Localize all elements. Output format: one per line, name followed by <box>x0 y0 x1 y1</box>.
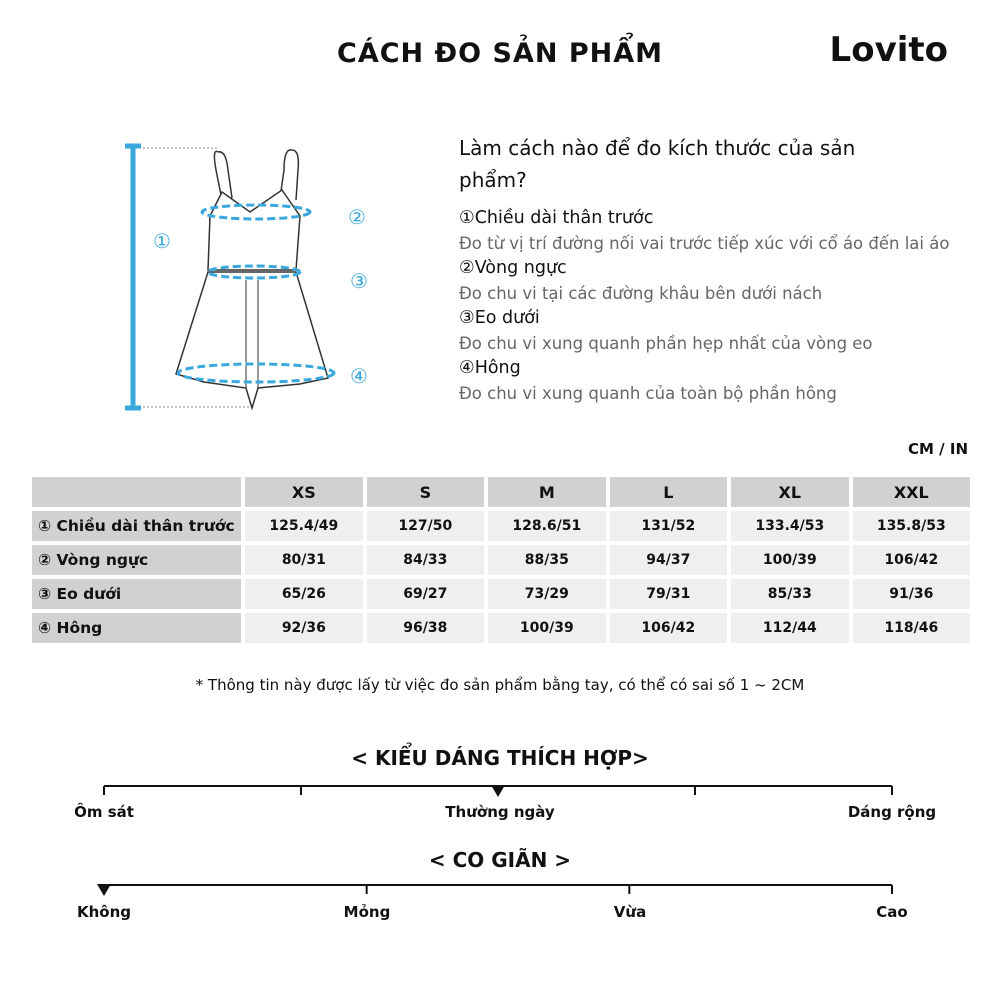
diagram-label-2: ② <box>348 205 366 229</box>
row-label: ② Vòng ngực <box>32 545 241 575</box>
scale-marker <box>491 785 505 797</box>
table-cell: 118/46 <box>853 613 970 643</box>
guide-item-desc: Đo chu vi xung quanh của toàn bộ phần hông <box>459 384 837 403</box>
diagram-label-4: ④ <box>350 364 368 388</box>
table-cell: 133.4/53 <box>731 511 848 541</box>
guide-item-desc: Đo từ vị trí đường nối vai trước tiếp xúc với cổ áo đến lai áo <box>459 234 950 253</box>
diagram-label-3: ③ <box>350 269 368 293</box>
size-header: XL <box>731 477 848 507</box>
table-header-row <box>32 477 970 507</box>
table-row <box>32 545 970 575</box>
guide-heading-line2: phẩm? <box>459 168 527 192</box>
table-row <box>32 579 970 609</box>
table-corner-cell <box>32 477 241 507</box>
stretch-label: Vừa <box>613 903 647 921</box>
table-cell: 91/36 <box>853 579 970 609</box>
stretch-scale <box>97 884 892 896</box>
guide-heading-line1: Làm cách nào để đo kích thước của sản <box>459 136 856 160</box>
size-header: M <box>488 477 605 507</box>
table-cell: 100/39 <box>731 545 848 575</box>
table-cell: 80/31 <box>245 545 362 575</box>
table-cell: 127/50 <box>367 511 484 541</box>
table-cell: 88/35 <box>488 545 605 575</box>
size-table <box>32 477 970 647</box>
table-cell: 85/33 <box>731 579 848 609</box>
table-cell: 100/39 <box>488 613 605 643</box>
fit-label: Thường ngày <box>445 803 555 821</box>
guide-item-desc: Đo chu vi tại các đường khâu bên dưới nách <box>459 284 823 303</box>
guide-heading <box>459 132 939 196</box>
stretch-label: Không <box>76 903 132 921</box>
page-title: CÁCH ĐO SẢN PHẨM <box>337 38 663 69</box>
table-cell: 112/44 <box>731 613 848 643</box>
fit-label: Dáng rộng <box>847 803 937 821</box>
table-cell: 84/33 <box>367 545 484 575</box>
table-cell: 73/29 <box>488 579 605 609</box>
table-cell: 106/42 <box>853 545 970 575</box>
garment-diagram <box>100 140 400 420</box>
size-header: XS <box>245 477 362 507</box>
row-label: ③ Eo dưới <box>32 579 241 609</box>
table-cell: 131/52 <box>610 511 727 541</box>
guide-items <box>459 206 979 406</box>
fit-label: Ôm sát <box>74 803 134 821</box>
guide-item-desc: Đo chu vi xung quanh phần hẹp nhất của vòng eo <box>459 334 873 353</box>
table-cell: 96/38 <box>367 613 484 643</box>
table-cell: 135.8/53 <box>853 511 970 541</box>
table-cell: 92/36 <box>245 613 362 643</box>
guide-item-title: ①Chiều dài thân trước <box>459 208 654 228</box>
table-cell: 65/26 <box>245 579 362 609</box>
size-header: XXL <box>853 477 970 507</box>
size-header: S <box>367 477 484 507</box>
table-row <box>32 511 970 541</box>
table-cell: 79/31 <box>610 579 727 609</box>
table-cell: 94/37 <box>610 545 727 575</box>
row-label: ① Chiều dài thân trước <box>32 511 241 541</box>
stretch-heading: < CO GIÃN > <box>428 848 572 872</box>
table-cell: 128.6/51 <box>488 511 605 541</box>
table-row <box>32 613 970 643</box>
diagram-label-1: ① <box>153 229 171 253</box>
stretch-label: Cao <box>876 903 908 921</box>
row-label: ④ Hông <box>32 613 241 643</box>
stretch-label: Mỏng <box>343 903 391 921</box>
guide-item-title: ④Hông <box>459 358 521 378</box>
table-cell: 106/42 <box>610 613 727 643</box>
fit-scale <box>104 785 892 797</box>
size-header: L <box>610 477 727 507</box>
guide-item-title: ③Eo dưới <box>459 308 540 328</box>
guide-item-title: ②Vòng ngực <box>459 258 567 278</box>
measurement-note: * Thông tin này được lấy từ việc đo sản phẩm bằng tay, có thể có sai số 1 ~ 2CM <box>195 676 805 694</box>
unit-label: CM / IN <box>908 440 968 458</box>
scale-marker <box>97 884 111 896</box>
brand-logo: Lovito <box>829 30 948 70</box>
table-cell: 69/27 <box>367 579 484 609</box>
table-cell: 125.4/49 <box>245 511 362 541</box>
fit-heading: < KIỂU DÁNG THÍCH HỢP> <box>351 746 649 770</box>
